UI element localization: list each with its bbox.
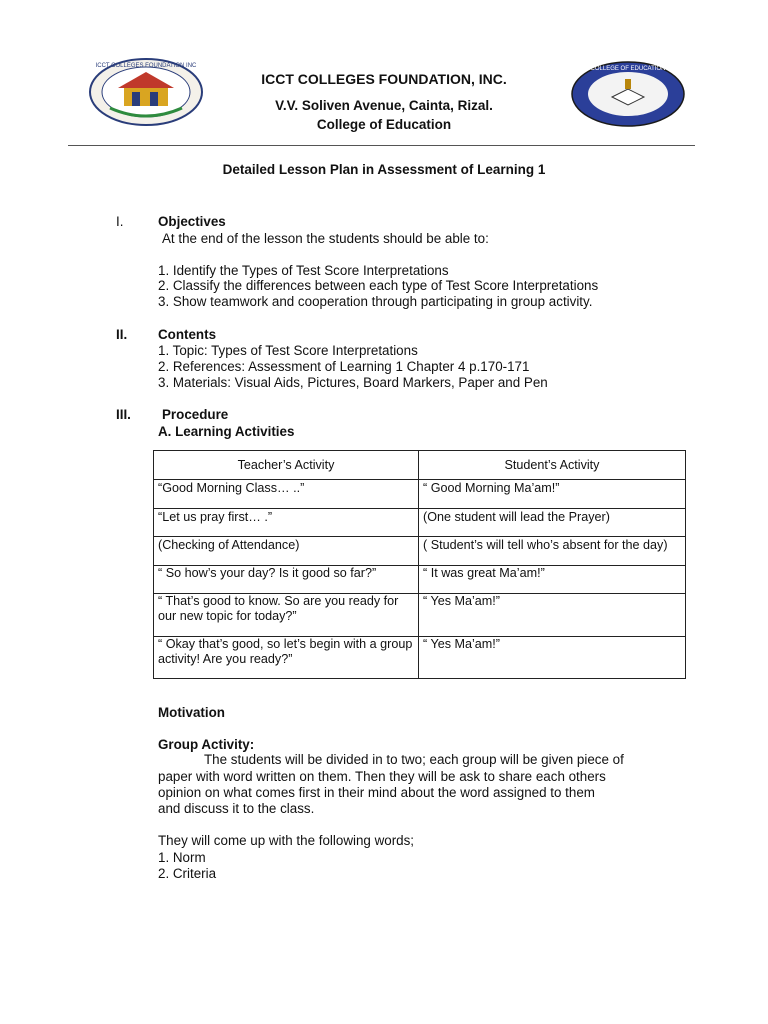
group-activity-text: paper with word written on them. Then they will be ask to share each others (158, 769, 606, 784)
teacher-cell: (Checking of Attendance) (154, 537, 419, 566)
objective-item: 2. Classify the differences between each type of Test Score Interpretations (158, 278, 599, 293)
group-activity-text: opinion on what comes first in their mind about the word assigned to them (158, 785, 595, 800)
table-row (154, 594, 686, 637)
objectives-number: I. (116, 214, 124, 229)
word-item: 2. Criteria (158, 866, 217, 881)
teacher-cell: “Let us pray first… .” (154, 509, 419, 537)
teacher-cell: “ So how’s your day? Is it good so far?” (154, 566, 419, 594)
college-name: College of Education (316, 117, 452, 132)
table-row (154, 537, 686, 566)
student-cell: “ Yes Ma’am!” (419, 637, 686, 679)
activity-table (153, 450, 686, 679)
word-item: 1. Norm (158, 850, 206, 865)
contents-item: 3. Materials: Visual Aids, Pictures, Board Markers, Paper and Pen (158, 375, 548, 390)
words-intro: They will come up with the following words; (158, 833, 415, 848)
left-logo (88, 58, 204, 126)
teacher-activity-header: Teacher’s Activity (154, 451, 419, 480)
svg-text:COLLEGE OF EDUCATION: COLLEGE OF EDUCATION (590, 66, 666, 72)
table-row (154, 509, 686, 537)
institution-address: V.V. Soliven Avenue, Cainta, Rizal. (275, 98, 493, 113)
procedure-number: III. (116, 407, 131, 422)
procedure-heading: Procedure (162, 407, 229, 422)
objective-item: 1. Identify the Types of Test Score Interpretations (158, 263, 449, 278)
institution-name: ICCT COLLEGES FOUNDATION, INC. (261, 71, 507, 87)
teacher-cell: “ That’s good to know. So are you ready for our new topic for today?” (154, 594, 419, 637)
table-header-row (154, 451, 686, 480)
student-cell: “ Yes Ma’am!” (419, 594, 686, 637)
table-row (154, 637, 686, 679)
table-row (154, 480, 686, 509)
contents-item: 2. References: Assessment of Learning 1 Chapter 4 p.170-171 (158, 359, 530, 374)
contents-heading: Contents (158, 327, 217, 342)
college-seal-icon (88, 58, 204, 126)
contents-number: II. (116, 327, 128, 342)
table-row (154, 566, 686, 594)
group-activity-text: The students will be divided in to two; each group will be given piece of (204, 752, 624, 767)
student-cell: “ It was great Ma’am!” (419, 566, 686, 594)
student-cell: (One student will lead the Prayer) (419, 509, 686, 537)
group-activity-heading: Group Activity: (158, 737, 255, 752)
learning-activities-heading: A. Learning Activities (158, 424, 295, 439)
objectives-intro: At the end of the lesson the students should be able to: (162, 231, 489, 246)
objective-item: 3. Show teamwork and cooperation through participating in group activity. (158, 294, 593, 309)
teacher-cell: “ Okay that’s good, so let’s begin with a group activity! Are you ready?” (154, 637, 419, 679)
motivation-heading: Motivation (158, 705, 225, 720)
student-activity-header: Student’s Activity (419, 451, 686, 480)
student-cell: ( Student’s will tell who’s absent for the day) (419, 537, 686, 566)
objectives-heading: Objectives (158, 214, 226, 229)
teacher-cell: “Good Morning Class… ..” (154, 480, 419, 509)
svg-text:ICCT COLLEGES FOUNDATION INC: ICCT COLLEGES FOUNDATION INC (95, 63, 197, 69)
page-title: Detailed Lesson Plan in Assessment of Learning 1 (222, 162, 546, 177)
student-cell: “ Good Morning Ma’am!” (419, 480, 686, 509)
contents-item: 1. Topic: Types of Test Score Interpretations (158, 343, 418, 358)
group-activity-text: and discuss it to the class. (158, 801, 315, 816)
header-divider (68, 145, 695, 146)
